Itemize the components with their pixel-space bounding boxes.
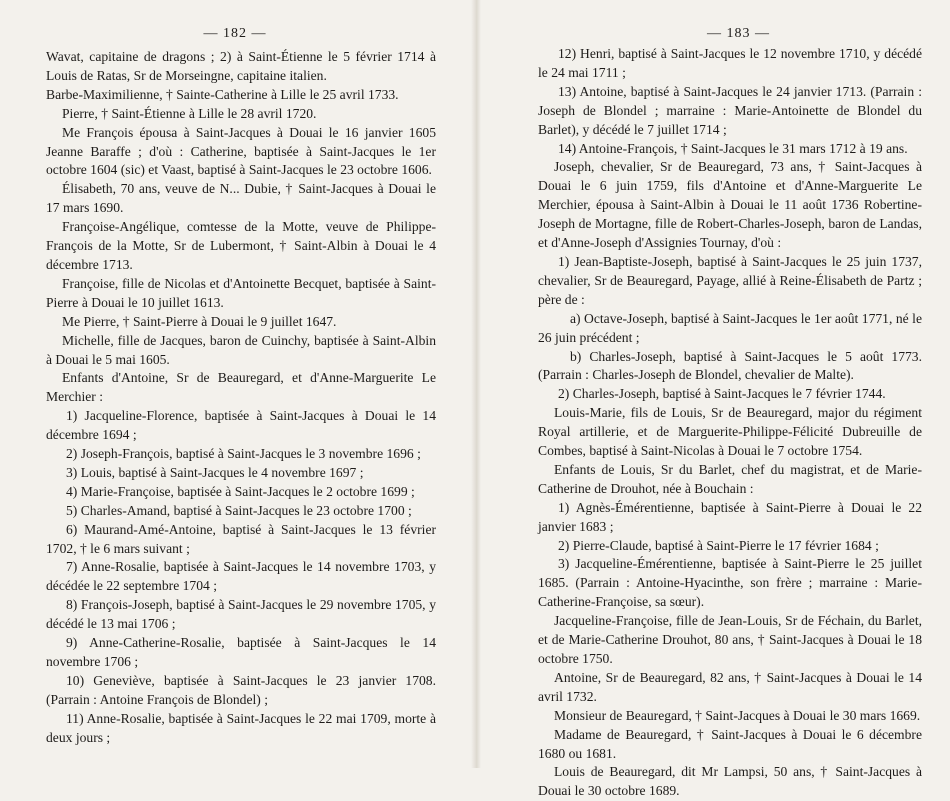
paragraph: Barbe-Maximilienne, † Sainte-Catherine à Lille le 25 avril 1733. [46, 86, 399, 102]
list-item: 7) Anne-Rosalie, baptisée à Saint-Jacques le 14 novembre 1703, y décédée le 22 septembre 1704 ; [46, 559, 436, 594]
right-page [482, 0, 950, 799]
paragraph: Louis de Beauregard, dit Mr Lampsi, 50 ans, † Saint-Jacques à Douai le 30 octobre 1689. [538, 764, 922, 799]
list-item: 11) Anne-Rosalie, baptisée à Saint-Jacques le 22 mai 1709, morte à deux jours ; [46, 710, 436, 745]
paragraph: Joseph, chevalier, Sr de Beauregard, 73 ans, † Saint-Jacques à Douai le 6 juin 1759, fils d'Antoine et d'Anne-Marguerite Le Merchier, épousa à Saint-Albin à Douai le 11 août 1736 Robertine-Joseph de Mortagne, fille de Robert-Charles-Joseph, baron de Landas, et d'Anne-Joseph d'Assignies Tournay, d'où : [538, 159, 922, 251]
paragraph: Antoine, Sr de Beauregard, 82 ans, † Saint-Jacques à Douai le 14 avril 1732. [538, 669, 922, 704]
list-item: 4) Marie-Françoise, baptisée à Saint-Jacques le 2 octobre 1699 ; [66, 483, 415, 499]
paragraph: Madame de Beauregard, † Saint-Jacques à Douai le 6 décembre 1680 ou 1681. [538, 726, 922, 761]
paragraph: Me Pierre, † Saint-Pierre à Douai le 9 juillet 1647. [62, 313, 337, 329]
list-item: 13) Antoine, baptisé à Saint-Jacques le 24 janvier 1713. (Parrain : Joseph de Blondel ; marraine : Marie-Antoinette de Blondel du Barlet), y décédé le 7 juillet 1714 ; [538, 83, 922, 137]
page-number-182: — 182 — [203, 26, 267, 41]
paragraph: Pierre, † Saint-Étienne à Lille le 28 avril 1720. [62, 105, 317, 121]
list-item: 6) Maurand-Amé-Antoine, baptisé à Saint-Jacques le 13 février 1702, † le 6 mars suivant ; [46, 521, 436, 556]
list-item: 8) François-Joseph, baptisé à Saint-Jacques le 29 novembre 1705, y décédé le 13 mai 1706 ; [46, 597, 436, 632]
list-item: 9) Anne-Catherine-Rosalie, baptisée à Saint-Jacques le 14 novembre 1706 ; [46, 635, 436, 669]
paragraph: Michelle, fille de Jacques, baron de Cuinchy, baptisée à Saint-Albin à Douai le 5 mai 1605. [46, 332, 436, 367]
paragraph: Élisabeth, 70 ans, veuve de N... Dubie, † Saint-Jacques à Douai le 17 mars 1690. [46, 181, 436, 216]
list-item: 2) Charles-Joseph, baptisé à Saint-Jacques le 7 février 1744. [558, 386, 886, 402]
page-number-183: — 183 — [707, 26, 770, 41]
paragraph: Françoise-Angélique, comtesse de la Motte, veuve de Philippe-François de la Motte, Sr de Lubermont, † Saint-Albin à Douai le 4 décembre 1713. [46, 219, 436, 272]
list-item: 2) Pierre-Claude, baptisé à Saint-Pierre le 17 février 1684 ; [558, 537, 879, 553]
book-gutter [471, 0, 481, 768]
left-page-text [46, 48, 436, 748]
list-item: 1) Agnès-Émérentienne, baptisée à Saint-Pierre à Douai le 22 janvier 1683 ; [538, 499, 922, 534]
paragraph: Louis-Marie, fils de Louis, Sr de Beauregard, major du régiment Royal artillerie, et de Marguerite-Philippe-Félicité Dubreuille de Combes, baptisé à Saint-Nicolas à Douai le 7 octobre 1754. [538, 405, 922, 459]
paragraph: Enfants d'Antoine, Sr de Beauregard, et d'Anne-Marguerite Le Merchier : [46, 370, 436, 405]
list-item: 2) Joseph-François, baptisé à Saint-Jacques le 3 novembre 1696 ; [66, 446, 421, 462]
paragraph: Wavat, capitaine de dragons ; 2) à Saint-Étienne le 5 février 1714 à Louis de Ratas, Sr de Morseingne, capitaine italien. [46, 49, 436, 83]
paragraph: Jacqueline-Françoise, fille de Jean-Louis, Sr de Féchain, du Barlet, et de Marie-Catherine Drouhot, 80 ans, † Saint-Jacques à Douai le 18 octobre 1750. [538, 613, 922, 666]
list-item: b) Charles-Joseph, baptisé à Saint-Jacques le 5 août 1773. (Parrain : Charles-Joseph de Blondel, chevalier de Malte). [538, 348, 922, 383]
list-item: 3) Jacqueline-Émérentienne, baptisée à Saint-Pierre le 25 juillet 1685. (Parrain : Antoine-Hyacinthe, son frère ; marraine : Marie-Catherine-Françoise, sa sœur). [538, 556, 922, 610]
paragraph: Enfants de Louis, Sr du Barlet, chef du magistrat, et de Marie-Catherine de Drouhot, née à Bouchain : [538, 461, 922, 496]
list-item: 1) Jacqueline-Florence, baptisée à Saint-Jacques à Douai le 14 décembre 1694 ; [46, 408, 436, 443]
left-page [0, 0, 470, 768]
list-item: 14) Antoine-François, † Saint-Jacques le 31 mars 1712 à 19 ans. [558, 140, 908, 156]
list-item: 5) Charles-Amand, baptisé à Saint-Jacques le 23 octobre 1700 ; [66, 502, 412, 518]
list-item: 3) Louis, baptisé à Saint-Jacques le 4 novembre 1697 ; [66, 464, 364, 480]
right-page-text [538, 45, 922, 801]
list-item: 12) Henri, baptisé à Saint-Jacques le 12 novembre 1710, y décédé le 24 mai 1711 ; [538, 46, 922, 80]
list-item: 1) Jean-Baptiste-Joseph, baptisé à Saint-Jacques le 25 juin 1737, chevalier, Sr de Beauregard, Payage, allié à Reine-Élisabeth de Partz ; père de : [538, 253, 922, 307]
paragraph: Françoise, fille de Nicolas et d'Antoinette Becquet, baptisée à Saint-Pierre à Douai le 10 juillet 1613. [46, 275, 436, 310]
paragraph: Me François épousa à Saint-Jacques à Douai le 16 janvier 1605 Jeanne Baraffe ; d'où : Catherine, baptisée à Saint-Jacques le 1er octobre 1604 (sic) et Vaast, baptisé à Saint-Jacques le 23 octobre 1606. [46, 124, 436, 178]
paragraph: Monsieur de Beauregard, † Saint-Jacques à Douai le 30 mars 1669. [554, 707, 921, 723]
list-item: 10) Geneviève, baptisée à Saint-Jacques le 23 janvier 1708. (Parrain : Antoine François de Blondel) ; [46, 672, 436, 707]
list-item: a) Octave-Joseph, baptisé à Saint-Jacques le 1er août 1771, né le 26 juin précédent ; [538, 310, 922, 345]
